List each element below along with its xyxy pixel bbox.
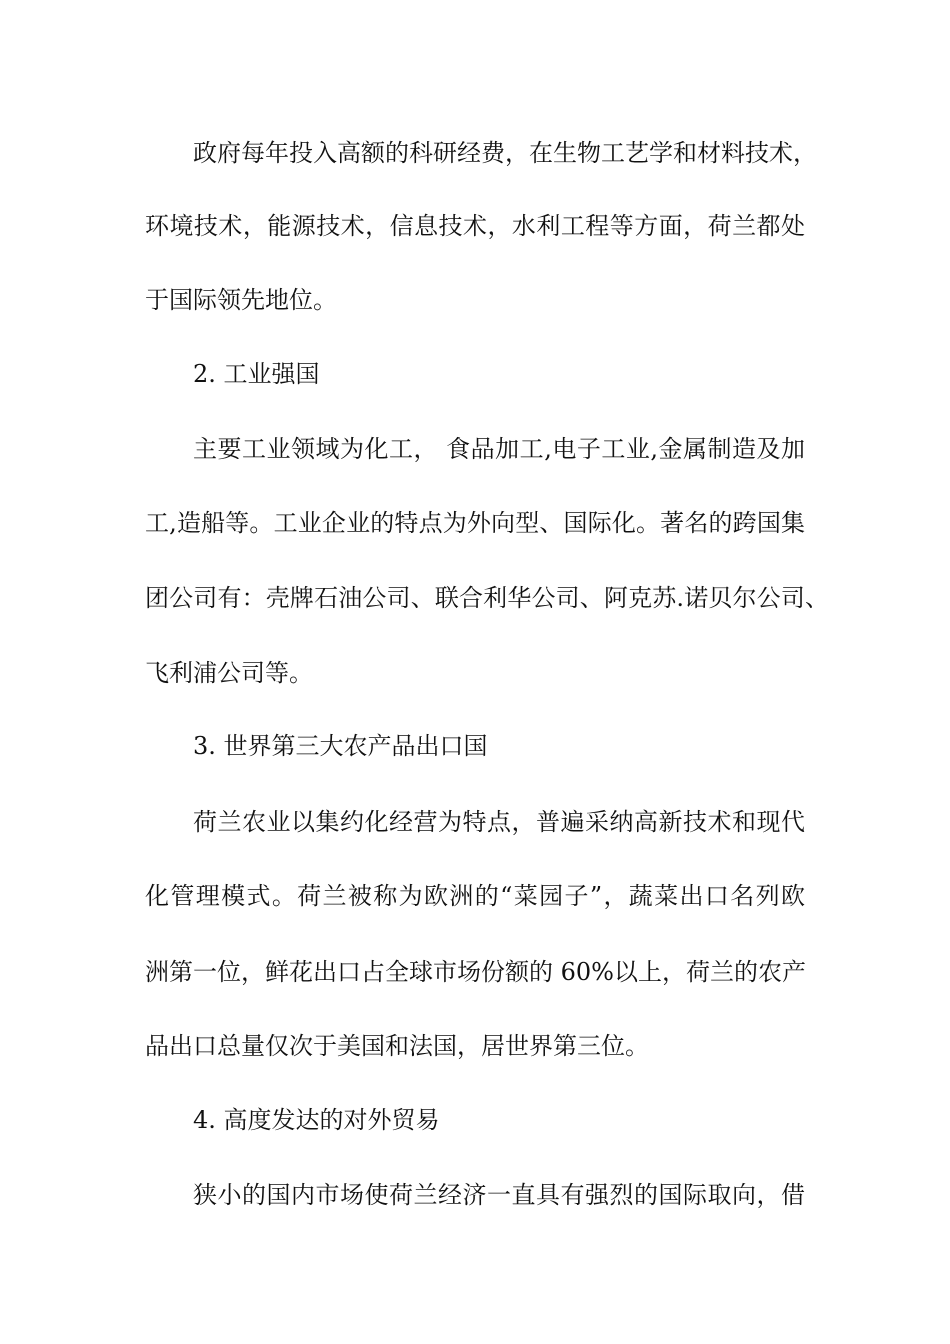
paragraph-1-line-3: 于国际领先地位。: [145, 286, 337, 314]
paragraph-2-line-1: 主要工业领域为化工， 食品加工,电子工业,金属制造及加: [193, 435, 805, 463]
paragraph-3-line-4: 品出口总量仅次于美国和法国，居世界第三位。: [145, 1032, 649, 1060]
paragraph-3-line-3: 洲第一位，鲜花出口占全球市场份额的 60%以上，荷兰的农产: [145, 958, 806, 986]
section-heading-2: 2. 工业强国: [193, 360, 320, 388]
paragraph-1-line-2: 环境技术，能源技术，信息技术，水利工程等方面，荷兰都处: [145, 212, 805, 240]
paragraph-4-line-1: 狭小的国内市场使荷兰经济一直具有强烈的国际取向，借: [193, 1181, 805, 1209]
paragraph-3-line-2: 化管理模式。荷兰被称为欧洲的“菜园子”，蔬菜出口名列欧: [145, 882, 805, 910]
paragraph-3-line-1: 荷兰农业以集约化经营为特点，普遍采纳高新技术和现代: [193, 808, 805, 836]
paragraph-2-line-3: 团公司有：壳牌石油公司、联合利华公司、阿克苏.诺贝尔公司、: [145, 584, 829, 612]
section-heading-4: 4. 高度发达的对外贸易: [193, 1106, 440, 1134]
paragraph-2-line-4: 飞利浦公司等。: [145, 659, 313, 687]
paragraph-1-line-1: 政府每年投入高额的科研经费，在生物工艺学和材料技术，: [193, 139, 817, 167]
section-heading-3: 3. 世界第三大农产品出口国: [193, 732, 488, 760]
paragraph-2-line-2: 工,造船等。工业企业的特点为外向型、国际化。著名的跨国集: [145, 509, 805, 537]
